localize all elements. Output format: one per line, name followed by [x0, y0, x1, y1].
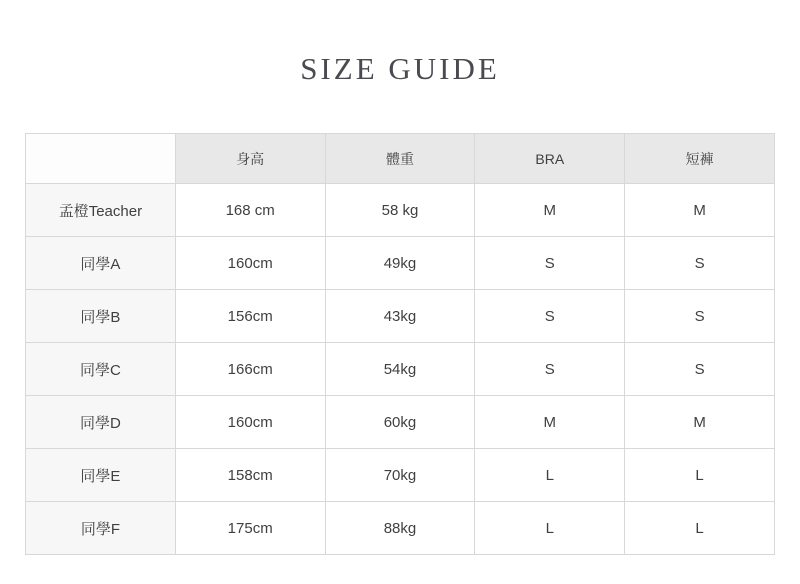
table-cell: S: [625, 343, 775, 396]
row-header: 孟橙Teacher: [26, 184, 176, 237]
table-row: [26, 449, 775, 502]
table-cell: 166cm: [175, 343, 325, 396]
row-header: 同學A: [26, 237, 176, 290]
table-cell: 70kg: [325, 449, 475, 502]
table-cell: 49kg: [325, 237, 475, 290]
row-header: 同學C: [26, 343, 176, 396]
table-cell: 88kg: [325, 502, 475, 555]
table-cell: 60kg: [325, 396, 475, 449]
table-cell: L: [625, 502, 775, 555]
column-header-weight: 體重: [325, 134, 475, 184]
table-cell: L: [475, 502, 625, 555]
row-header: 同學B: [26, 290, 176, 343]
table-cell: M: [625, 396, 775, 449]
row-header: 同學D: [26, 396, 176, 449]
table-cell: 158cm: [175, 449, 325, 502]
table-cell: 43kg: [325, 290, 475, 343]
page-title: SIZE GUIDE: [300, 51, 500, 86]
column-header-bra: BRA: [475, 134, 625, 184]
column-header-shorts: 短褲: [625, 134, 775, 184]
table-header-row: [26, 134, 775, 184]
table-cell: S: [625, 290, 775, 343]
table-cell: 160cm: [175, 237, 325, 290]
table-cell: S: [475, 343, 625, 396]
table-cell: S: [475, 237, 625, 290]
column-header-height: 身高: [175, 134, 325, 184]
table-cell: M: [475, 396, 625, 449]
table-row: [26, 396, 775, 449]
table-cell: M: [475, 184, 625, 237]
table-cell: L: [625, 449, 775, 502]
table-cell: 54kg: [325, 343, 475, 396]
table-row: [26, 290, 775, 343]
table-cell: 175cm: [175, 502, 325, 555]
table-cell: L: [475, 449, 625, 502]
table-row: [26, 184, 775, 237]
table-cell: 168 cm: [175, 184, 325, 237]
table-row: [26, 237, 775, 290]
corner-header-cell: [26, 134, 176, 184]
table-cell: S: [625, 237, 775, 290]
row-header: 同學F: [26, 502, 176, 555]
size-guide-table: [25, 133, 775, 555]
table-cell: 156cm: [175, 290, 325, 343]
table-cell: 160cm: [175, 396, 325, 449]
table-cell: S: [475, 290, 625, 343]
table-row: [26, 343, 775, 396]
table-cell: 58 kg: [325, 184, 475, 237]
table-row: [26, 502, 775, 555]
table-cell: M: [625, 184, 775, 237]
row-header: 同學E: [26, 449, 176, 502]
